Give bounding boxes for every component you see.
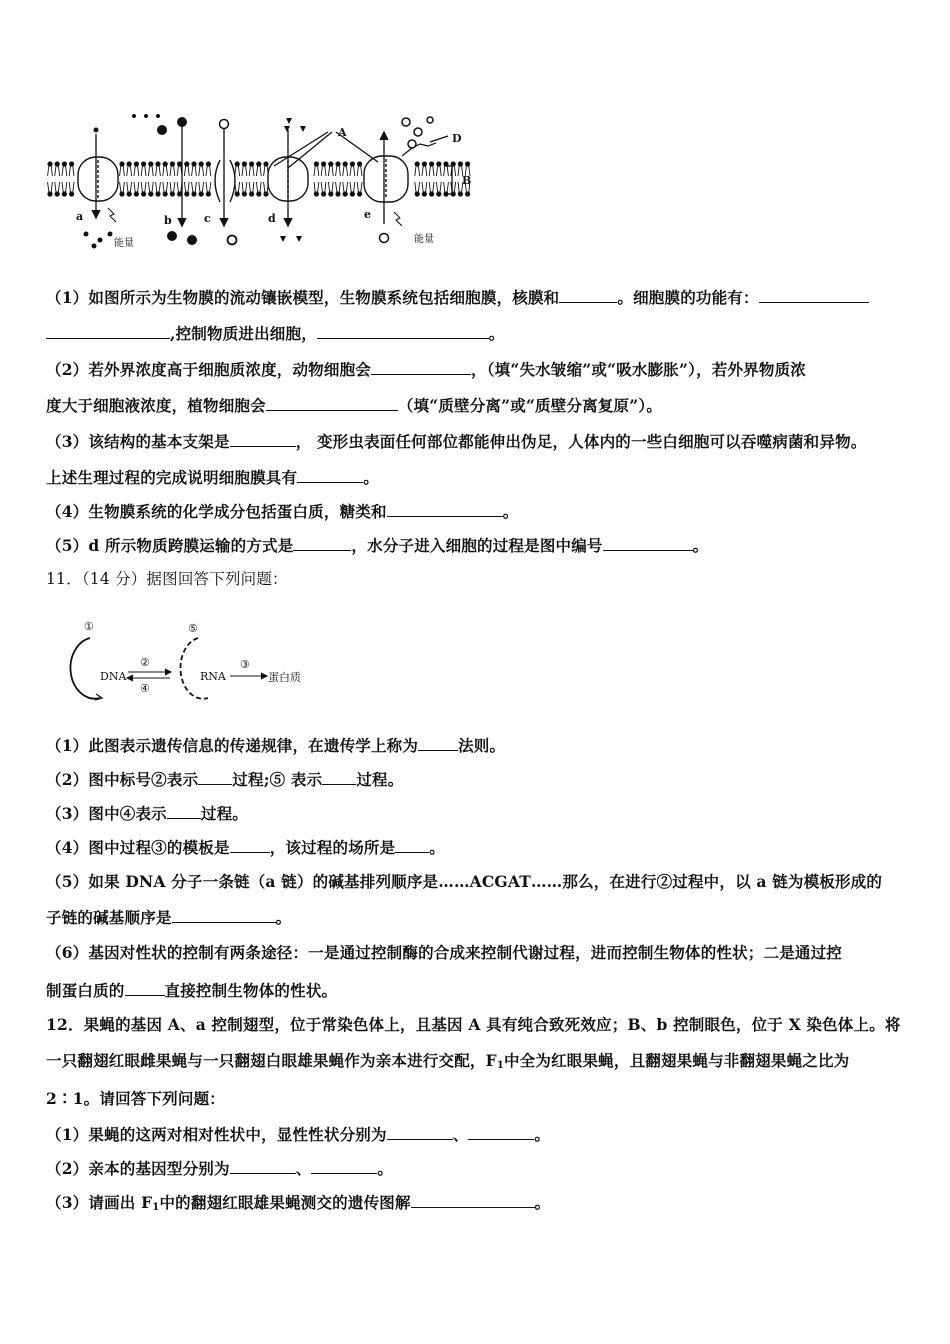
answer-blank[interactable] [387, 1125, 453, 1140]
answer-blank[interactable] [411, 1193, 535, 1208]
label-A: A [338, 126, 347, 139]
q11-line-8 [46, 980, 908, 1002]
q12-text: 一只翻翅红眼雌果蝇与一只翻翅白眼雄果蝇作为亲本进行交配，F [46, 1051, 497, 1070]
q11-text: 过程;⑤ 表示 [232, 770, 323, 789]
q10-line-4 [46, 395, 908, 417]
answer-blank[interactable] [603, 536, 693, 551]
q10-text: （2）若外界浓度高于细胞质浓度，动物细胞会 [46, 360, 371, 379]
q10-text: （4）生物膜系统的化学成分包括蛋白质，糖类和 [46, 502, 387, 521]
q11-text: 法则。 [458, 736, 506, 755]
answer-blank[interactable] [322, 770, 356, 785]
q10-text: （1）如图所示为生物膜的流动镶嵌模型，生物膜系统包括细胞膜，核膜和 [46, 288, 560, 307]
q10-line-1 [46, 287, 908, 309]
q11-text: 过程。 [356, 770, 404, 789]
central-dogma-diagram [58, 618, 318, 710]
answer-blank[interactable] [297, 468, 363, 483]
q11-line-5: （5）如果 DNA 分子一条链（a 链）的碱基排列顺序是……ACGAT……那么，在进行②过程中，以 a 链为模板形成的 [46, 872, 883, 891]
membrane-diagram [42, 112, 482, 252]
answer-blank[interactable] [125, 981, 165, 996]
q10-text: ,控制物质进出细胞， [170, 324, 317, 343]
q10-text: （5）d 所示物质跨膜运输的方式是 [46, 536, 294, 555]
q10-text: ， 变形虫表面任何部位都能伸出伪足，人体内的一些白细胞可以吞噬病菌和异物。 [295, 432, 867, 451]
label-a: a [76, 210, 84, 223]
answer-blank[interactable] [230, 838, 270, 853]
q10-line-8 [46, 535, 908, 557]
label-4: ④ [140, 682, 150, 695]
answer-blank[interactable] [559, 288, 617, 303]
label-D: D [452, 132, 462, 145]
q12-text: 、 [295, 1159, 312, 1178]
q12-line-3: 2∶1。请回答下列问题： [46, 1089, 225, 1108]
answer-blank[interactable] [371, 360, 471, 375]
q12-text: 、 [452, 1125, 469, 1144]
answer-blank[interactable] [230, 1159, 296, 1174]
q12-text: 。 [377, 1159, 394, 1178]
q12-line-2 [46, 1050, 908, 1077]
q12-text: （1）果蝇的这两对相对性状中，显性性状分别为 [46, 1125, 387, 1144]
answer-blank[interactable] [418, 736, 458, 751]
q11-text: （1）此图表示遗传信息的传递规律，在遗传学上称为 [46, 736, 419, 755]
label-5: ⑤ [188, 622, 198, 635]
answer-blank[interactable] [317, 324, 489, 339]
q12-text: （3）请画出 F [46, 1193, 153, 1212]
q10-text: （3）该结构的基本支架是 [46, 432, 230, 451]
q11-text: （2）图中标号②表示 [46, 770, 199, 789]
q12-text: 。 [534, 1125, 551, 1144]
answer-blank[interactable] [172, 908, 276, 923]
answer-blank[interactable] [230, 432, 296, 447]
q10-line-6 [46, 467, 908, 489]
answer-blank[interactable] [167, 804, 201, 819]
subscript: 1 [496, 1060, 504, 1071]
energy-label-right: 能量 [414, 234, 434, 245]
q10-text: 。 [488, 324, 505, 343]
replication-arc [70, 638, 100, 699]
label-2: ② [140, 656, 150, 669]
q11-text: 。 [275, 908, 292, 927]
q10-text: ，水分子进入细胞的过程是图中编号 [351, 536, 603, 555]
q11-text: 。 [429, 838, 445, 857]
q10-text: 。细胞膜的功能有： [617, 288, 759, 307]
q11-line-7: （6）基因对性状的控制有两条途径：一是通过控制酶的合成来控制代谢过程，进而控制生物体的性状；二是通过控 [46, 943, 842, 962]
q10-text: 。 [502, 502, 519, 521]
answer-blank[interactable] [311, 1159, 377, 1174]
subscript: 1 [152, 1202, 160, 1213]
label-b: b [164, 214, 172, 227]
q12-line-6 [46, 1192, 908, 1219]
label-B: B [462, 174, 472, 187]
label-e: e [364, 208, 371, 221]
label-c: c [204, 212, 211, 225]
answer-blank[interactable] [387, 502, 503, 517]
label-d: d [268, 212, 276, 225]
q11-line-4 [46, 837, 908, 859]
q12-text: 中的翻翅红眼雄果蝇测交的遗传图解 [159, 1193, 411, 1212]
answer-blank[interactable] [395, 838, 429, 853]
q10-text: 。 [692, 536, 709, 555]
answer-blank[interactable] [198, 770, 232, 785]
q10-text: ，（填“失水皱缩”或“吸水膨胀”），若外界物质浓 [471, 360, 806, 379]
q10-text: 度大于细胞液浓度，植物细胞会 [46, 396, 266, 415]
q10-line-2 [46, 323, 908, 345]
q12-text: 中全为红眼果蝇，且翻翅果蝇与非翻翅果蝇之比为 [503, 1051, 850, 1070]
answer-blank[interactable] [266, 396, 398, 411]
answer-blank[interactable] [46, 324, 170, 339]
q11-text: （4）图中过程③的模板是 [46, 838, 230, 857]
q12-line-1: 12．果蝇的基因 A、a 控制翅型，位于常染色体上，且基因 A 具有纯合致死效应；B、b 控制眼色，位于 X 染色体上。将 [46, 1015, 901, 1034]
q12-text: （2）亲本的基因型分别为 [46, 1159, 230, 1178]
q11-line-2 [46, 769, 908, 791]
q11-text: 过程。 [200, 804, 248, 823]
q11-line-6 [46, 907, 908, 929]
q10-line-3 [46, 359, 908, 381]
q12-line-4 [46, 1124, 908, 1146]
label-3: ③ [240, 658, 250, 671]
q11-text: 直接控制生物体的性状。 [164, 981, 338, 1000]
rna-replication-arc [180, 638, 208, 699]
dna-label: DNA [100, 670, 127, 683]
q11-text: ，该过程的场所是 [269, 838, 396, 857]
q10-line-5 [46, 431, 908, 453]
q11-line-3 [46, 803, 908, 825]
q11-line-1 [46, 735, 908, 757]
q11-title: 11．（14 分）据图回答下列问题： [46, 570, 288, 588]
q10-line-7 [46, 501, 908, 523]
q10-text: 上述生理过程的完成说明细胞膜具有 [46, 468, 298, 487]
q12-line-5 [46, 1158, 908, 1180]
energy-label-left: 能量 [114, 238, 134, 249]
label-1: ① [84, 620, 94, 633]
outside-molecules [94, 114, 307, 135]
q11-text: 子链的碱基顺序是 [46, 908, 172, 927]
answer-blank[interactable] [468, 1125, 534, 1140]
rna-label: RNA [200, 670, 226, 683]
q11-text: （3）图中④表示 [46, 804, 167, 823]
protein-label: 蛋白质 [268, 671, 301, 684]
q11-text: 制蛋白质的 [46, 981, 125, 1000]
answer-blank[interactable] [759, 288, 869, 303]
answer-blank[interactable] [293, 536, 351, 551]
q12-text: 。 [534, 1193, 551, 1212]
q10-text: （填“质壁分离”或“质壁分离复原”）。 [397, 396, 663, 415]
q10-text: 。 [363, 468, 379, 487]
